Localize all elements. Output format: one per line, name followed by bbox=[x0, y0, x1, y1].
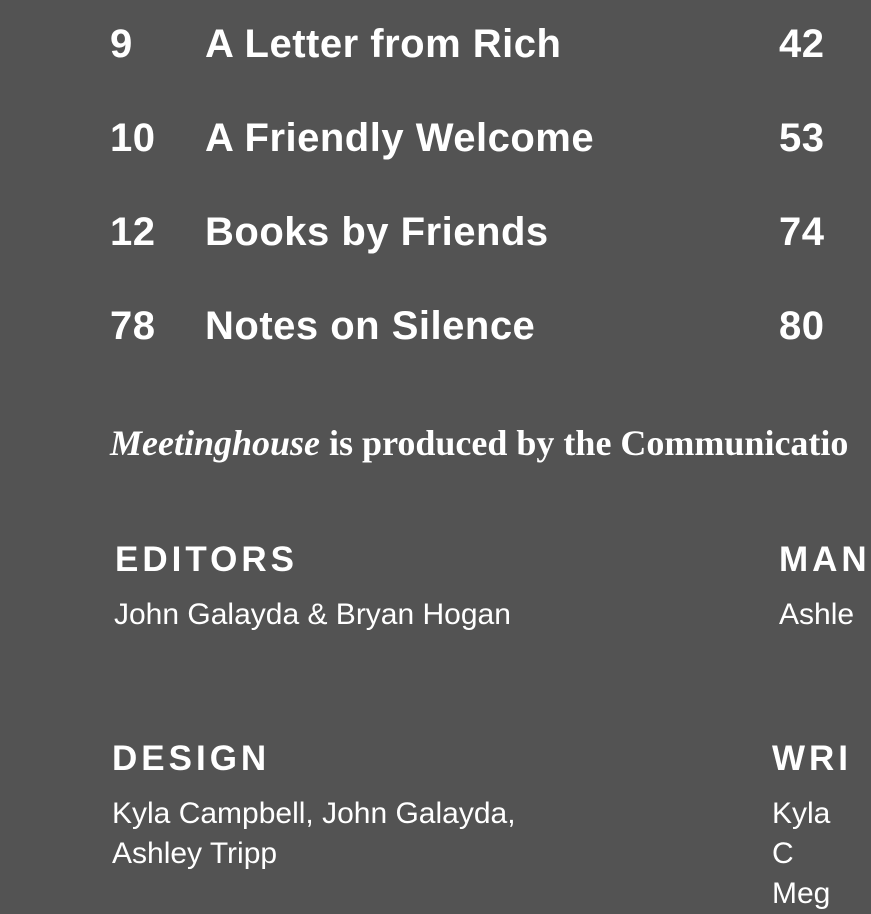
toc-page-number: 9 bbox=[110, 22, 133, 66]
toc-article-title[interactable]: A Letter from Rich bbox=[205, 22, 562, 66]
toc-page-number: 10 bbox=[110, 116, 156, 160]
editors-heading: EDITORS bbox=[115, 540, 298, 579]
editors-names: John Galayda & Bryan Hogan bbox=[114, 598, 511, 631]
toc-article-title[interactable]: Notes on Silence bbox=[205, 304, 536, 348]
managing-heading: MAN bbox=[779, 540, 871, 579]
writers-heading: WRI bbox=[772, 739, 853, 778]
managing-names: Ashle bbox=[779, 598, 855, 631]
writers-names: Kyla C Meg bbox=[772, 797, 831, 910]
design-names: Kyla Campbell, John Galayda, Ashley Tripp bbox=[112, 797, 516, 870]
toc-right-page-number: 74 bbox=[779, 210, 825, 254]
publication-statement-text: is produced by the Communicatio bbox=[320, 423, 849, 463]
toc-page-number: 12 bbox=[110, 210, 156, 254]
toc-right-page-number: 80 bbox=[779, 304, 825, 348]
toc-page-number: 78 bbox=[110, 304, 156, 348]
publication-name: Meetinghouse bbox=[110, 423, 321, 463]
toc-right-page-number: 53 bbox=[779, 116, 825, 160]
toc-right-page-number: 42 bbox=[779, 22, 825, 66]
toc-article-title[interactable]: Books by Friends bbox=[205, 210, 549, 254]
publication-statement bbox=[110, 424, 848, 464]
toc-article-title[interactable]: A Friendly Welcome bbox=[205, 116, 595, 160]
design-heading: DESIGN bbox=[112, 739, 271, 778]
